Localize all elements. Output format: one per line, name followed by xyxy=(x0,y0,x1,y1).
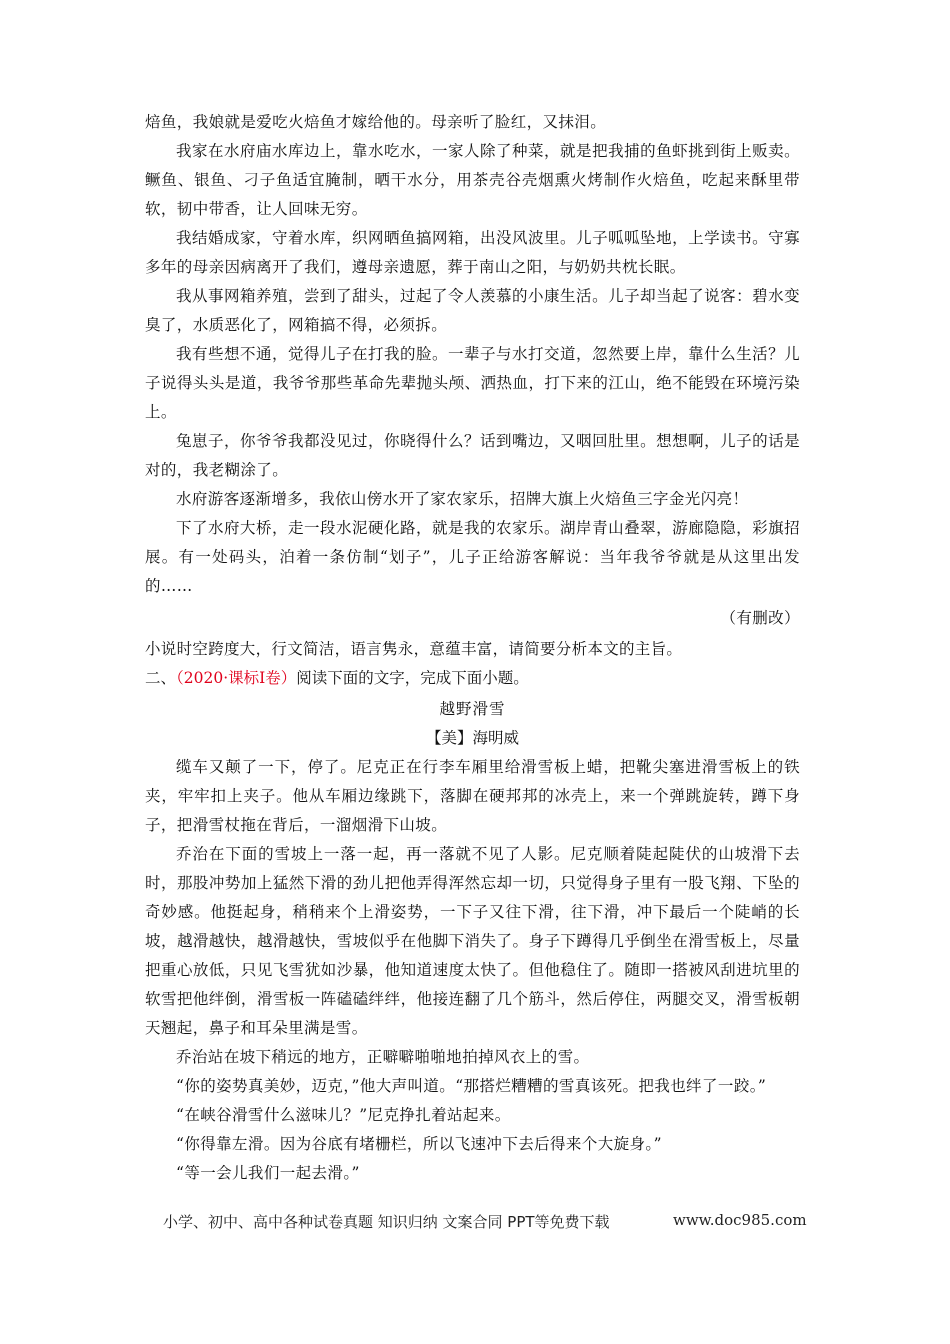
section-heading xyxy=(145,664,800,693)
edit-note: （有删改） xyxy=(720,609,800,627)
paragraph: 乔治站在坡下稍远的地方，正噼噼啪啪地拍掉风衣上的雪。 xyxy=(176,1048,590,1066)
paragraph: 乔治在下面的雪坡上一落一起，再一落就不见了人影。尼克顺着陡起陡伏的山坡滑下去时，那股冲势加上猛然下滑的劲儿把他弄得浑然忘却一切，只觉得身子里有一股飞翔、下坠的奇妙感。他挺起身，稍稍来个上滑姿势，一下子又往下滑，往下滑，冲下最后一个陡峭的长坡，越滑越快，越滑越快，雪坡似乎在他脚下消失了。身子下蹲得几乎倒坐在滑雪板上，尽量把重心放低，只见飞雪犹如沙暴，他知道速度太快了。但他稳住了。随即一搭被风刮进坑里的软雪把他绊倒，滑雪板一阵磕磕绊绊，他接连翻了几个筋斗，然后停住，两腿交叉，滑雪板朝天翘起，鼻子和耳朵里满是雪。 xyxy=(145,845,800,1037)
footer-url[interactable]: www.doc985.com xyxy=(673,1211,807,1229)
story-part1 xyxy=(145,108,800,601)
footer-text: 小学、初中、高中各种试卷真题 知识归纳 文案合同 PPT等免费下载 xyxy=(163,1213,610,1231)
paragraph: 缆车又颠了一下，停了。尼克正在行李车厢里给滑雪板上蜡，把靴尖塞进滑雪板上的铁夹，牢牢扣上夹子。他从车厢边缘跳下，落脚在硬邦邦的冰壳上，来一个弹跳旋转，蹲下身子，把滑雪杖拖在背后，一溜烟滑下山坡。 xyxy=(145,758,800,834)
paragraph: 我结婚成家，守着水库，织网晒鱼搞网箱，出没风波里。儿子呱呱坠地，上学读书。守寡多年的母亲因病离开了我们，遵母亲遗愿，葬于南山之阳，与奶奶共枕长眠。 xyxy=(145,229,800,276)
story-part2 xyxy=(145,753,800,1188)
paragraph: 我从事网箱养殖，尝到了甜头，过起了令人羡慕的小康生活。儿子却当起了说客：碧水变臭了，水质恶化了，网箱搞不得，必须拆。 xyxy=(145,287,800,334)
page-footer xyxy=(163,1211,807,1232)
paragraph: 水府游客逐渐增多，我依山傍水开了家农家乐，招牌大旗上火焙鱼三字金光闪亮！ xyxy=(176,490,749,508)
paragraph: “等一会儿我们一起去滑。” xyxy=(176,1164,360,1182)
paragraph: 我家在水府庙水库边上，靠水吃水，一家人除了种菜，就是把我捕的鱼虾挑到街上贩卖。鳜鱼、银鱼、刁子鱼适宜腌制，晒干水分，用茶壳谷壳烟熏火烤制作火焙鱼，吃起来酥里带软，韧中带香，让人回味无穷。 xyxy=(145,142,800,218)
section-number: 二、 xyxy=(145,669,177,687)
paragraph: 焙鱼，我娘就是爱吃火焙鱼才嫁给他的。母亲听了脸红，又抹泪。 xyxy=(145,113,607,131)
section-instruction: 阅读下面的文字，完成下面小题。 xyxy=(296,669,529,687)
paragraph: 兔崽子，你爷爷我都没见过，你晓得什么？话到嘴边，又咽回肚里。想想啊，儿子的话是对的，我老糊涂了。 xyxy=(145,432,800,479)
section-source: （2020·课标I卷） xyxy=(176,669,297,687)
paragraph: 我有些想不通，觉得儿子在打我的脸。一辈子与水打交道，忽然要上岸，靠什么生活？儿子说得头头是道，我爷爷那些革命先辈抛头颅、洒热血，打下来的江山，绝不能毁在环境污染上。 xyxy=(145,345,800,421)
question-text: 小说时空跨度大，行文简洁，语言隽永，意蕴丰富，请简要分析本文的主旨。 xyxy=(145,640,683,658)
paragraph: “你得靠左滑。因为谷底有堵栅栏，所以飞速冲下去后得来个大旋身。” xyxy=(176,1135,662,1153)
story-title: 越野滑雪 xyxy=(439,700,506,718)
paragraph: 下了水府大桥，走一段水泥硬化路，就是我的农家乐。湖岸青山叠翠，游廊隐隐，彩旗招展。有一处码头，泊着一条仿制“划子”，儿子正给游客解说：当年我爷爷就是从这里出发的…… xyxy=(145,519,800,595)
document-page xyxy=(145,108,800,1188)
paragraph: “你的姿势真美妙，迈克，”他大声叫道。“那搭烂糟糟的雪真该死。把我也绊了一跤。” xyxy=(176,1077,767,1095)
paragraph: “在峡谷滑雪什么滋味儿？”尼克挣扎着站起来。 xyxy=(176,1106,511,1124)
story-author: 【美】海明威 xyxy=(425,729,519,747)
